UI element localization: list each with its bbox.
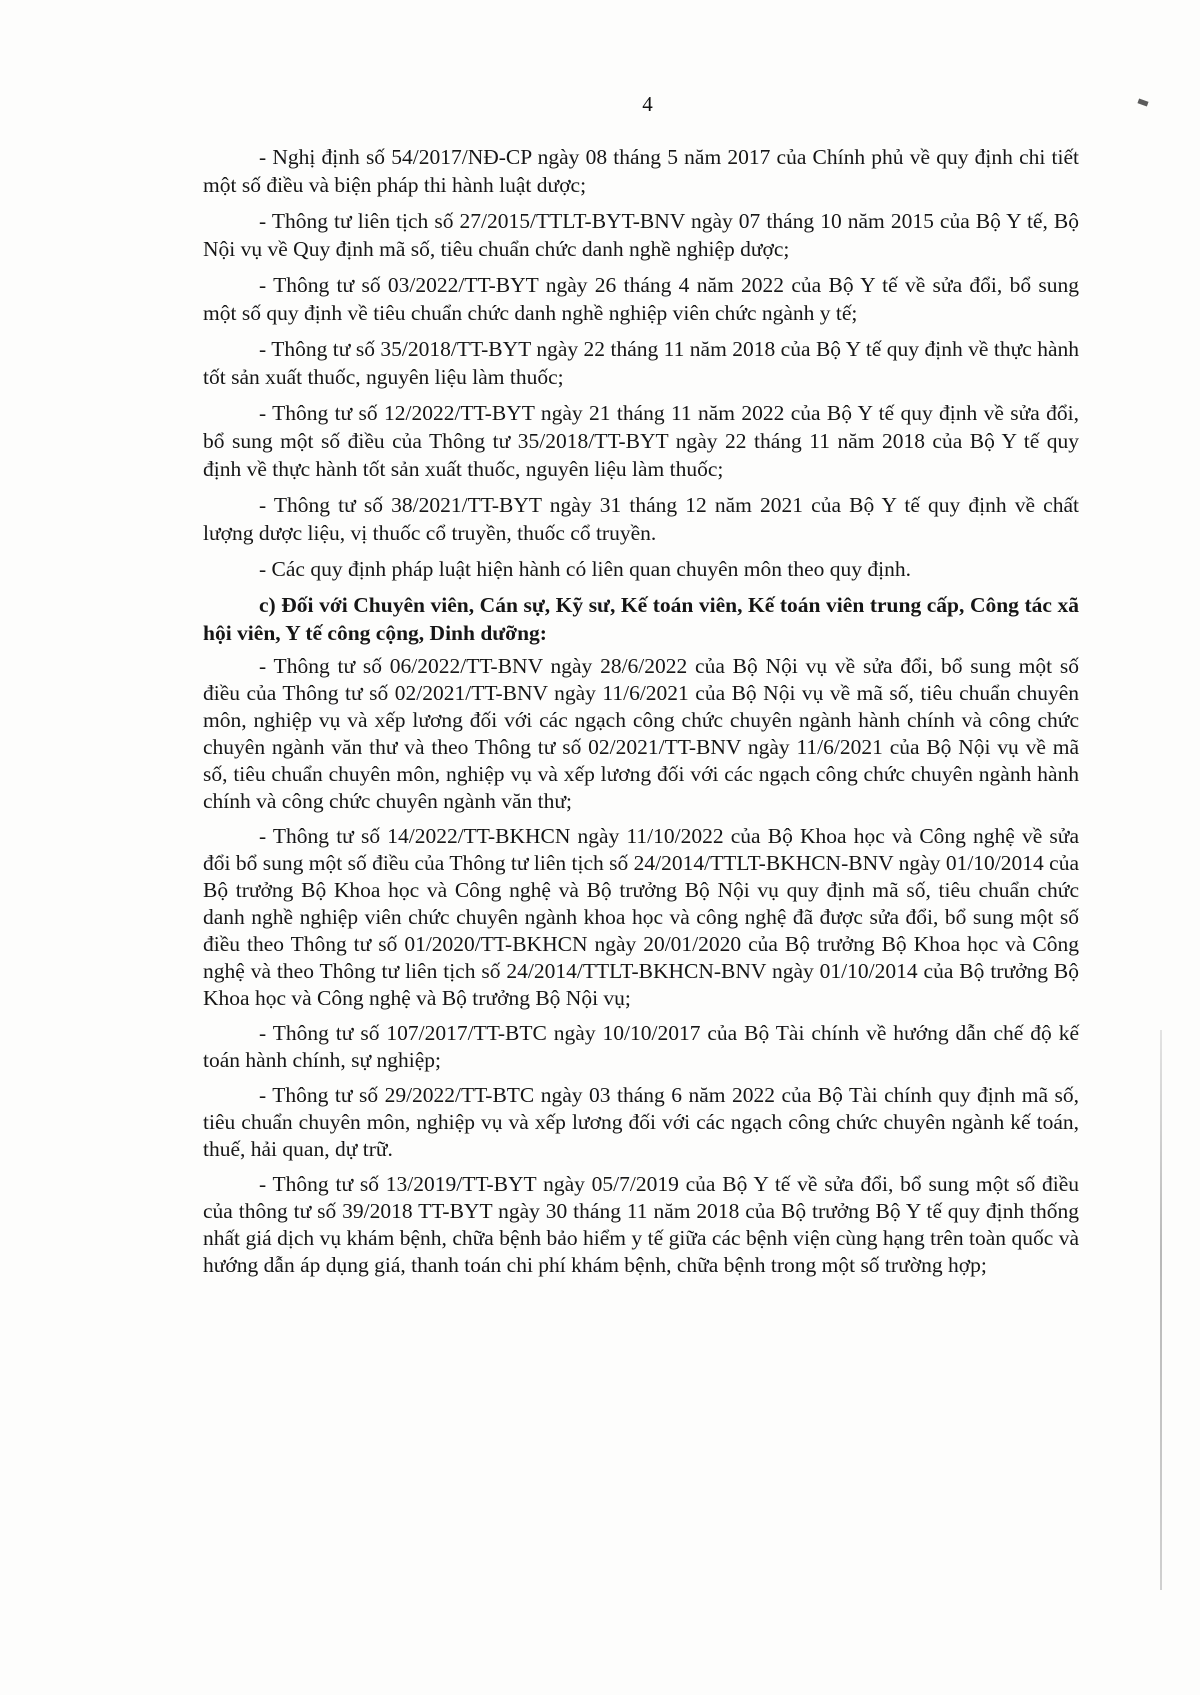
regulation-item: - Các quy định pháp luật hiện hành có liên quan chuyên môn theo quy định. bbox=[259, 557, 912, 581]
regulation-item: - Thông tư số 38/2021/TT-BYT ngày 31 tháng 12 năm 2021 của Bộ Y tế quy định về chất lượng dược liệu, vị thuốc cổ truyền, thuốc cổ truyền. bbox=[203, 493, 1079, 545]
scan-edge bbox=[1160, 1030, 1162, 1590]
regulation-item: - Thông tư số 29/2022/TT-BTC ngày 03 tháng 6 năm 2022 của Bộ Tài chính quy định mã số, tiêu chuẩn chuyên môn, nghiệp vụ và xếp lương đối với các ngạch công chức chuyên ngành kế toán, thuế, hải quan, dự trữ. bbox=[203, 1083, 1079, 1161]
regulation-item: - Thông tư số 35/2018/TT-BYT ngày 22 tháng 11 năm 2018 của Bộ Y tế quy định về thực hành tốt sản xuất thuốc, nguyên liệu làm thuốc; bbox=[203, 337, 1079, 389]
regulation-item: - Thông tư số 14/2022/TT-BKHCN ngày 11/10/2022 của Bộ Khoa học và Công nghệ về sửa đổi bổ sung một số điều của Thông tư liên tịch số 24/2014/TTLT-BKHCN-BNV ngày 01/10/2014 của Bộ trưởng Bộ Khoa học và Công nghệ và Bộ trưởng Bộ Nội vụ quy định mã số, tiêu chuẩn chức danh nghề nghiệp viên chức chuyên ngành khoa học và công nghệ đã được sửa đổi, bổ sung một số điều theo Thông tư số 01/2020/TT-BKHCN ngày 20/01/2020 của Bộ trưởng Bộ Khoa học và Công nghệ và theo Thông tư liên tịch số 24/2014/TTLT-BKHCN-BNV ngày 01/10/2014 của Bộ trưởng Bộ Khoa học và Công nghệ và Bộ trưởng Bộ Nội vụ; bbox=[203, 824, 1079, 1010]
regulation-item: - Thông tư số 12/2022/TT-BYT ngày 21 tháng 11 năm 2022 của Bộ Y tế quy định về sửa đổi, bổ sung một số điều của Thông tư 35/2018/TT-BYT ngày 22 tháng 11 năm 2018 của Bộ Y tế quy định về thực hành tốt sản xuất thuốc, nguyên liệu làm thuốc; bbox=[203, 401, 1079, 481]
page-number: 4 bbox=[642, 92, 653, 116]
document-body bbox=[203, 143, 1079, 1287]
section-c-heading: c) Đối với Chuyên viên, Cán sự, Kỹ sư, Kế toán viên, Kế toán viên trung cấp, Công tác xã hội viên, Y tế công cộng, Dinh dưỡng: bbox=[203, 593, 1079, 645]
regulation-item: - Thông tư số 107/2017/TT-BTC ngày 10/10/2017 của Bộ Tài chính về hướng dẫn chế độ kế toán hành chính, sự nghiệp; bbox=[203, 1021, 1079, 1072]
regulation-item: - Thông tư số 03/2022/TT-BYT ngày 26 tháng 4 năm 2022 của Bộ Y tế về sửa đổi, bổ sung một số quy định về tiêu chuẩn chức danh nghề nghiệp viên chức ngành y tế; bbox=[203, 273, 1079, 325]
regulation-item: - Thông tư số 06/2022/TT-BNV ngày 28/6/2022 của Bộ Nội vụ về sửa đổi, bổ sung một số điều của Thông tư số 02/2021/TT-BNV ngày 11/6/2021 của Bộ Nội vụ về mã số, tiêu chuẩn chuyên môn, nghiệp vụ và xếp lương đối với các ngạch công chức chuyên ngành hành chính và công chức chuyên ngành văn thư và theo Thông tư số 02/2021/TT-BNV ngày 11/6/2021 của Bộ Nội vụ về mã số, tiêu chuẩn chuyên môn, nghiệp vụ và xếp lương đối với các ngạch công chức chuyên ngành hành chính và công chức chuyên ngành văn thư; bbox=[203, 654, 1079, 813]
regulation-item: - Nghị định số 54/2017/NĐ-CP ngày 08 tháng 5 năm 2017 của Chính phủ về quy định chi tiết một số điều và biện pháp thi hành luật dược; bbox=[203, 145, 1079, 197]
regulation-item: - Thông tư số 13/2019/TT-BYT ngày 05/7/2019 của Bộ Y tế về sửa đổi, bổ sung một số điều của thông tư số 39/2018 TT-BYT ngày 30 tháng 11 năm 2018 của Bộ trưởng Bộ Y tế quy định thống nhất giá dịch vụ khám bệnh, chữa bệnh bảo hiểm y tế giữa các bệnh viện cùng hạng trên toàn quốc và hướng dẫn áp dụng giá, thanh toán chi phí khám bệnh, chữa bệnh trong một số trường hợp; bbox=[203, 1172, 1079, 1277]
regulation-item: - Thông tư liên tịch số 27/2015/TTLT-BYT-BNV ngày 07 tháng 10 năm 2015 của Bộ Y tế, Bộ Nội vụ về Quy định mã số, tiêu chuẩn chức danh nghề nghiệp dược; bbox=[203, 209, 1079, 261]
